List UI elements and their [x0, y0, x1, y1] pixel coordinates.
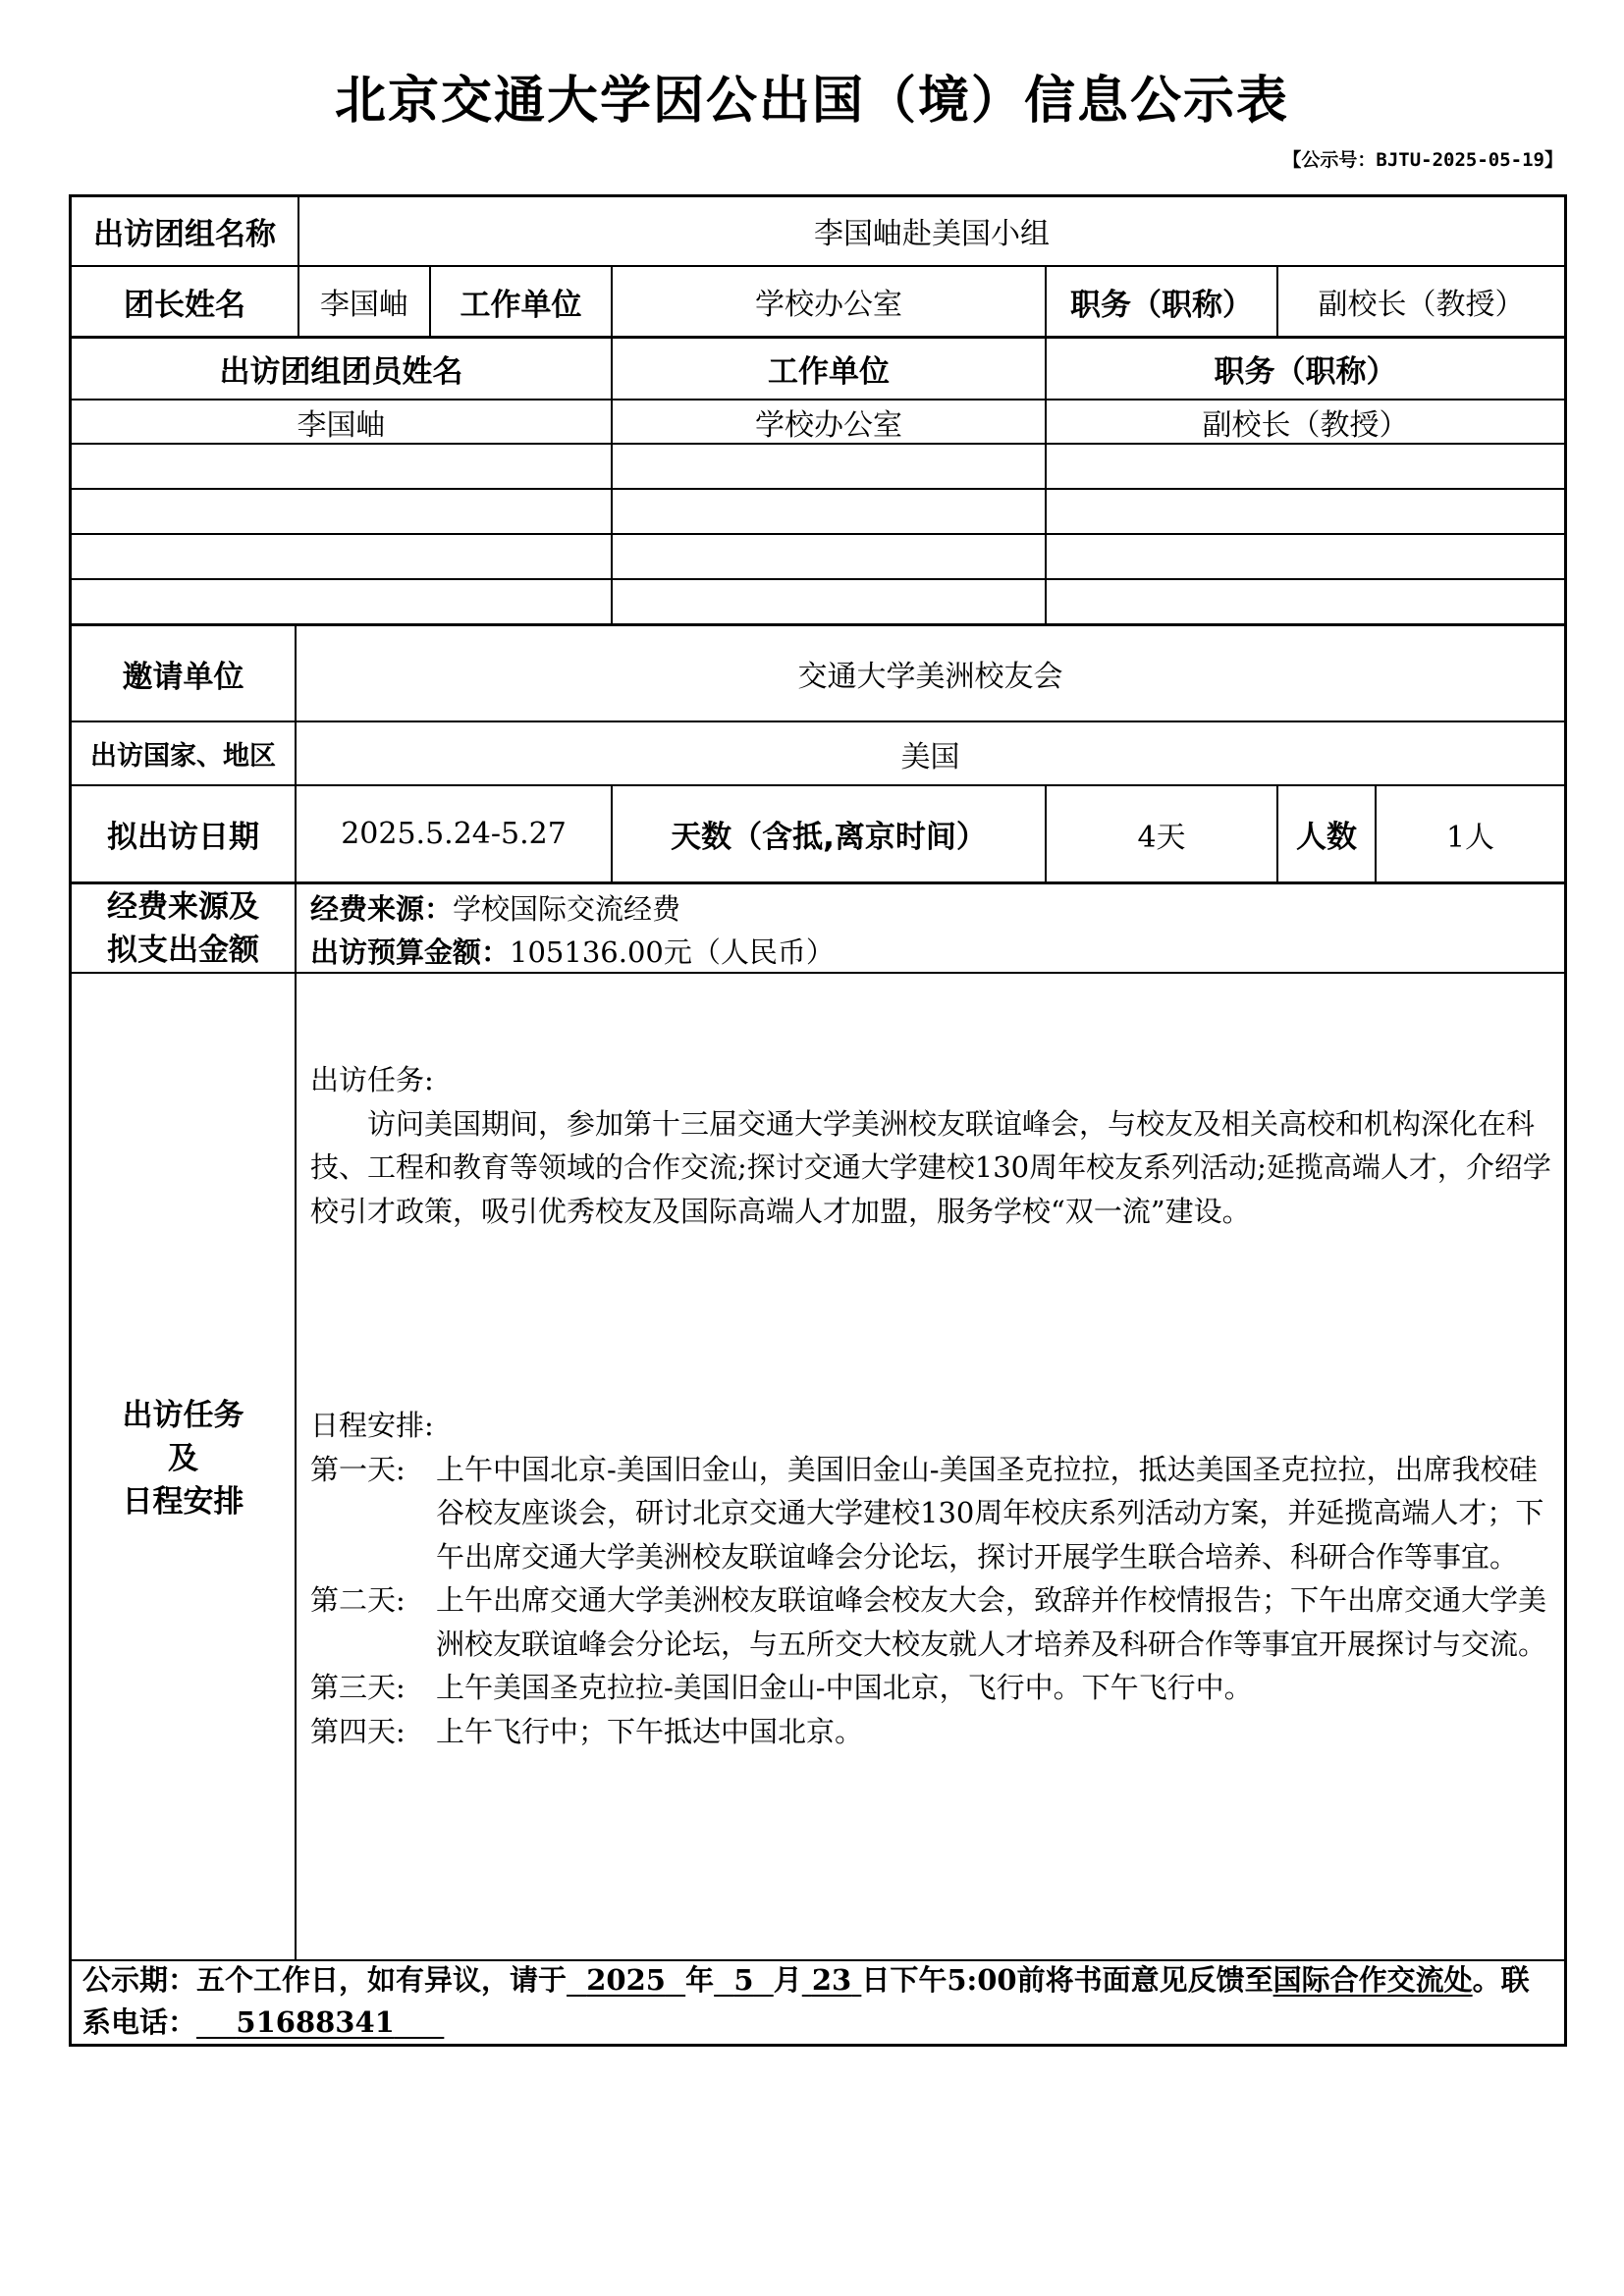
task-label-line3: 日程安排: [122, 1484, 244, 1520]
funding-budget-value: 105136.00元（人民币）: [510, 935, 835, 969]
days-value: 4天: [1137, 820, 1186, 855]
page-title: 北京交通大学因公出国（境）信息公示表: [334, 72, 1289, 131]
days-label: 天数（含抵,离京时间）: [671, 820, 987, 855]
footer-day: 23: [811, 1963, 852, 1997]
footer-phone-label: 。联系电话：: [82, 1963, 1530, 2039]
leader-name-value: 李国岫: [320, 288, 408, 322]
funding-label-line2: 拟支出金额: [107, 933, 259, 968]
footer-time: 5:00: [947, 1963, 1017, 1997]
task-heading: 出访任务:: [310, 1063, 434, 1096]
schedule-day: 第四天:: [310, 1714, 406, 1748]
funding-source-value: 学校国际交流经费: [453, 892, 681, 926]
group-name-value: 李国岫赴美国小组: [814, 217, 1050, 251]
schedule-day: 第二天:: [310, 1583, 406, 1617]
footer-year-unit: 年: [685, 1963, 715, 1997]
funding-source: [310, 887, 680, 928]
schedule-text: 上午美国圣克拉拉-美国旧金山-中国北京，飞行中。下午飞行中。: [436, 1671, 1253, 1704]
dates-value: 2025.5.24-5.27: [341, 817, 567, 851]
task-label: [72, 1394, 295, 1523]
funding-label: [72, 884, 295, 972]
schedule-day: 第一天:: [310, 1452, 406, 1486]
member-row-post: 副校长（教授）: [1202, 407, 1409, 443]
schedule-item: [310, 1666, 1557, 1710]
schedule-item: [310, 1710, 1557, 1754]
schedule-text: 上午中国北京-美国旧金山，美国旧金山-美国圣克拉拉，抵达美国圣克拉拉，出席我校硅谷校友座谈会，研讨北京交通大学建校130周年校庆系列活动方案，并延揽高端人才；下午出席交通大学美洲校友联谊峰会分论坛，探讨开展学生联合培养、科研合作等事宜。: [436, 1452, 1544, 1574]
task-label-line1: 出访任务: [122, 1398, 244, 1433]
task-section: [310, 1058, 1557, 1233]
inviter-value: 交通大学美洲校友会: [797, 660, 1063, 694]
funding-budget-label: 出访预算金额：: [310, 935, 511, 969]
leader-name-label: 团长姓名: [124, 287, 245, 323]
footer-phone: 51688341: [236, 2005, 395, 2039]
funding-label-line1: 经费来源及: [107, 889, 259, 925]
funding-budget: [310, 931, 835, 971]
funding-source-label: 经费来源：: [310, 892, 454, 926]
leader-unit-value: 学校办公室: [755, 288, 902, 322]
country-label: 出访国家、地区: [90, 741, 276, 772]
notice-number: 【公示号：BJTU-2025-05-19】: [1282, 149, 1563, 171]
people-value: 1人: [1445, 820, 1495, 855]
members-header-name: 出访团组团员姓名: [219, 354, 463, 390]
country-value: 美国: [900, 739, 960, 774]
task-body: 访问美国期间，参加第十三届交通大学美洲校友联谊峰会，与校友及相关高校和机构深化在科技、工程和教育等领域的合作交流;探讨交通大学建校130周年校友系列活动;延揽高端人才，介绍学校引才政策，吸引优秀校友及国际高端人才加盟，服务学校“双一流”建设。: [310, 1106, 1551, 1228]
footer-day-unit: 日下午: [861, 1963, 947, 1997]
member-row-unit: 学校办公室: [755, 407, 902, 443]
leader-unit-label: 工作单位: [460, 287, 582, 323]
task-label-line2: 及: [168, 1441, 198, 1476]
schedule-heading: 日程安排:: [310, 1409, 434, 1442]
members-header-post: 职务（职称）: [1214, 354, 1397, 390]
members-header-unit: 工作单位: [768, 354, 890, 390]
footer-year: 2025: [586, 1963, 666, 1997]
dates-label: 拟出访日期: [107, 820, 259, 855]
schedule-text: 上午出席交通大学美洲校友联谊峰会校友大会，致辞并作校情报告；下午出席交通大学美洲校友联谊峰会分论坛，与五所交大校友就人才培养及科研合作等事宜开展探讨与交流。: [436, 1583, 1547, 1661]
member-row-name: 李国岫: [297, 407, 386, 443]
leader-post-value: 副校长（教授）: [1318, 288, 1525, 322]
group-name-label: 出访团组名称: [93, 216, 276, 252]
schedule-day: 第三天:: [310, 1671, 406, 1704]
footer-month-unit: 月: [773, 1963, 802, 1997]
schedule-item: [310, 1448, 1557, 1579]
schedule-item: [310, 1578, 1557, 1666]
footer-dept: 国际合作交流处: [1272, 1963, 1473, 1997]
schedule-text: 上午飞行中；下午抵达中国北京。: [436, 1714, 864, 1748]
people-label: 人数: [1296, 820, 1357, 855]
footer-month: 5: [733, 1963, 754, 1997]
footer-mid: 前将书面意见反馈至: [1016, 1963, 1273, 1997]
leader-post-label: 职务（职称）: [1070, 287, 1253, 323]
schedule-section: [310, 1404, 1557, 1753]
inviter-label: 邀请单位: [122, 659, 244, 695]
footer-prefix: 公示期：五个工作日，如有异议，请于: [82, 1963, 568, 1997]
notice-period: [82, 1959, 1545, 2044]
